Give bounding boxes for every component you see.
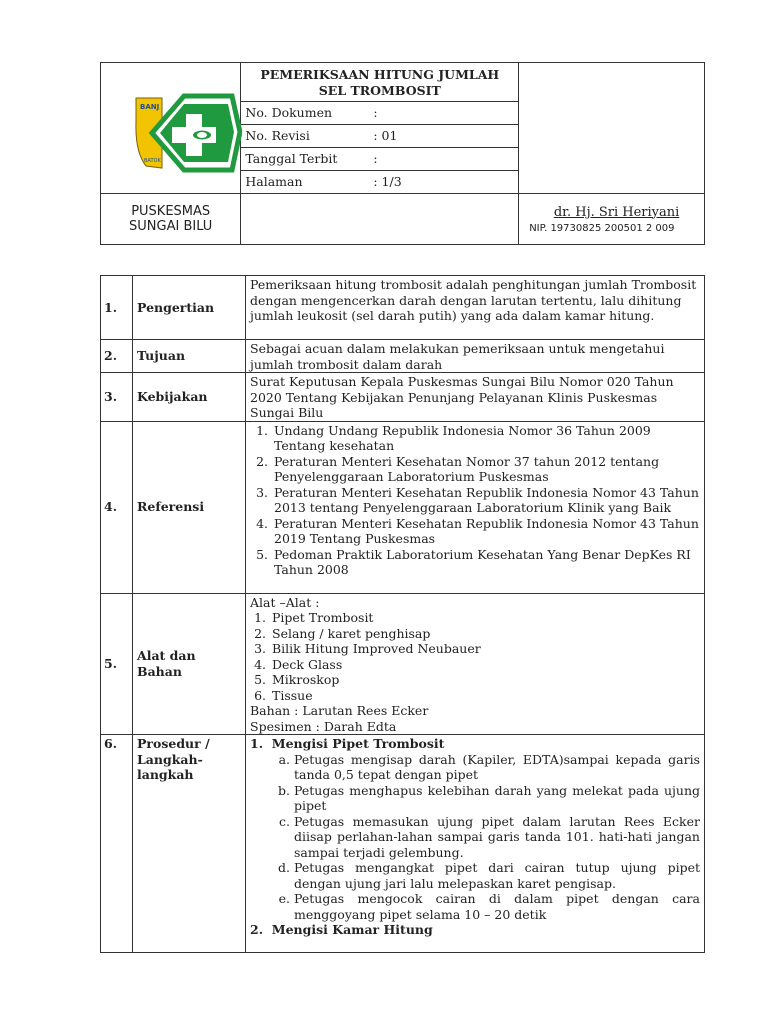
title-line-2: SEL TROMBOSIT bbox=[318, 83, 441, 98]
svg-text:BATOK: BATOK bbox=[144, 158, 161, 164]
alat-item: 1. Pipet Trombosit bbox=[270, 610, 700, 626]
alat-item: 5. Mikroskop bbox=[270, 672, 700, 688]
section-label-prosedur: Prosedur / Langkah- langkah bbox=[133, 735, 246, 953]
section-referensi-list bbox=[246, 421, 705, 593]
alat-item: 4. Deck Glass bbox=[270, 657, 700, 673]
blank-right-cell bbox=[519, 63, 705, 194]
section-label-tujuan: Tujuan bbox=[133, 340, 246, 373]
prosedur-step-item: d. Petugas mengangkat pipet dari cairan tutup ujung pipet dengan ujung jari lalu melepaskan karet pengisap. bbox=[294, 860, 700, 891]
section-text-tujuan: Sebagai acuan dalam melakukan pemeriksaan untuk mengetahui jumlah trombosit dalam darah bbox=[246, 340, 705, 373]
prosedur-step-item: c. Petugas memasukan ujung pipet dalam larutan Rees Ecker diisap perlahan-lahan sampai garis tanda 101. hati-hati jangan sampai terjadi gelembung. bbox=[294, 814, 700, 861]
signature-block bbox=[519, 194, 705, 245]
section-num-referensi: 4. bbox=[101, 421, 133, 593]
section-label-kebijakan: Kebijakan bbox=[133, 373, 246, 422]
meta-row-dokumen: No. Dokumen : bbox=[241, 102, 519, 125]
section-label-alat: Alat dan Bahan bbox=[133, 593, 246, 735]
meta-row-tanggal: Tanggal Terbit : bbox=[241, 148, 519, 171]
blank-middle-cell bbox=[241, 194, 519, 245]
referensi-item: 4. Peraturan Menteri Kesehatan Republik Indonesia Nomor 43 Tahun 2019 Tentang Puskesmas bbox=[272, 516, 700, 547]
prosedur-step-item: a. Petugas mengisap darah (Kapiler, EDTA)sampai kepada garis tanda 0,5 tepat dengan pipet bbox=[294, 752, 700, 783]
prosedur-step-1-title: 1. Mengisi Pipet Trombosit bbox=[250, 736, 445, 751]
section-num-alat: 5. bbox=[101, 593, 133, 735]
referensi-item: 3. Peraturan Menteri Kesehatan Republik Indonesia Nomor 43 Tahun 2013 tentang Penyelenggaraan Laboratorium Klinik yang Baik bbox=[272, 485, 700, 516]
alat-item: 2. Selang / karet penghisap bbox=[270, 626, 700, 642]
section-num-kebijakan: 3. bbox=[101, 373, 133, 422]
section-label-pengertian: Pengertian bbox=[133, 276, 246, 340]
section-num-pengertian: 1. bbox=[101, 276, 133, 340]
section-text-pengertian: Pemeriksaan hitung trombosit adalah penghitungan jumlah Trombosit dengan mengencerkan darah dengan larutan tertentu, lalu dihitung jumlah leukosit (sel darah putih) yang ada dalam kamar hitung. bbox=[246, 276, 705, 340]
meta-row-revisi: No. Revisi : 01 bbox=[241, 125, 519, 148]
organization-name: PUSKESMAS SUNGAI BILU bbox=[101, 194, 241, 245]
signatory-name: dr. Hj. Sri Heriyani bbox=[553, 204, 680, 220]
section-prosedur-content bbox=[246, 735, 705, 953]
alat-heading: Alat –Alat : bbox=[250, 594, 320, 610]
title-line-1: PEMERIKSAAN HITUNG JUMLAH bbox=[260, 67, 500, 82]
prosedur-step-2-title: 2. Mengisi Kamar Hitung bbox=[250, 922, 433, 937]
svg-text:BANJ: BANJ bbox=[140, 103, 160, 111]
signatory-nip: NIP. 19730825 200501 2 009 bbox=[529, 222, 675, 234]
section-num-prosedur: 6. bbox=[101, 735, 133, 953]
sop-content-table bbox=[100, 275, 705, 953]
referensi-item: 1. Undang Undang Republik Indonesia Nomor 36 Tahun 2009 Tentang kesehatan bbox=[272, 423, 700, 454]
prosedur-step-item: b. Petugas menghapus kelebihan darah yang melekat pada ujung pipet bbox=[294, 783, 700, 814]
section-label-referensi: Referensi bbox=[133, 421, 246, 593]
referensi-item: 5. Pedoman Praktik Laboratorium Kesehatan Yang Benar DepKes RI Tahun 2008 bbox=[272, 547, 700, 578]
section-text-kebijakan: Surat Keputusan Kepala Puskesmas Sungai Bilu Nomor 020 Tahun 2020 Tentang Kebijakan Penunjang Pelayanan Klinis Puskesmas Sungai Bilu bbox=[246, 373, 705, 422]
alat-item: 3. Bilik Hitung Improved Neubauer bbox=[270, 641, 700, 657]
meta-row-halaman: Halaman : 1/3 bbox=[241, 171, 519, 194]
bahan-text: Bahan : Larutan Rees Ecker bbox=[250, 703, 429, 718]
section-alat-content bbox=[246, 593, 705, 735]
puskesmas-logo-icon bbox=[132, 92, 242, 174]
referensi-item: 2. Peraturan Menteri Kesehatan Nomor 37 tahun 2012 tentang Penyelenggaraan Laboratorium Puskesmas bbox=[272, 454, 700, 485]
section-num-tujuan: 2. bbox=[101, 340, 133, 373]
prosedur-step-item: e. Petugas mengocok cairan di dalam pipet dengan cara menggoyang pipet selama 10 – 20 detik bbox=[294, 891, 700, 922]
spesimen-text: Spesimen : Darah Edta bbox=[250, 718, 397, 734]
document-title bbox=[241, 63, 519, 102]
alat-item: 6. Tissue bbox=[270, 688, 700, 704]
